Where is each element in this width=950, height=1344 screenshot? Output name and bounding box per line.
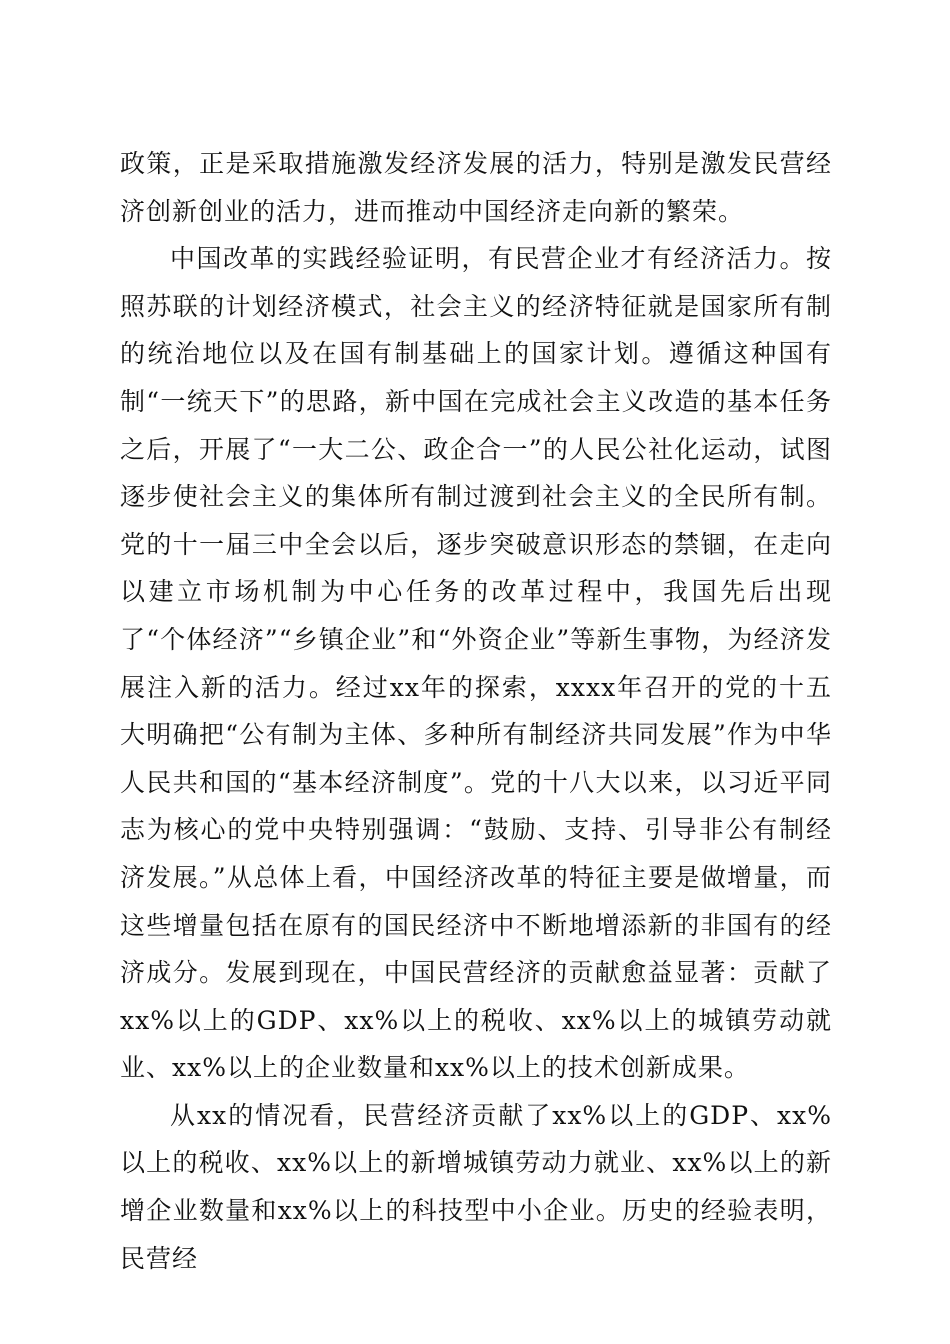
paragraph-local-situation: 从xx的情况看，民营经济贡献了xx%以上的GDP、xx%以上的税收、xx%以上的新增城镇劳动力就业、xx%以上的新增企业数量和xx%以上的科技型中小企业。历史的经验表明，民营经 — [120, 1100, 832, 1273]
paragraph-continuation: 政策，正是采取措施激发经济发展的活力，特别是激发民营经济创新创业的活力，进而推动中国经济走向新的繁荣。 — [120, 149, 832, 226]
body-text — [120, 140, 832, 1282]
paragraph-reform-experience: 中国改革的实践经验证明，有民营企业才有经济活力。按照苏联的计划经济模式，社会主义的经济特征就是国家所有制的统治地位以及在国有制基础上的国家计划。遵循这种国有制“一统天下”的思路，新中国在完成社会主义改造的基本任务之后，开展了“一大二公、政企合一”的人民公社化运动，试图逐步使社会主义的集体所有制过渡到社会主义的全民所有制。党的十一届三中全会以后，逐步突破意识形态的禁锢，在走向以建立市场机制为中心任务的改革过程中，我国先后出现了“个体经济”“乡镇企业”和“外资企业”等新生事物，为经济发展注入新的活力。经过xx年的探索，xxxx年召开的党的十五大明确把“公有制为主体、多种所有制经济共同发展”作为中华人民共和国的“基本经济制度”。党的十八大以来，以习近平同志为核心的党中央特别强调：“鼓励、支持、引导非公有制经济发展。”从总体上看，中国经济改革的特征主要是做增量，而这些增量包括在原有的国民经济中不断地增添新的非国有的经济成分。发展到现在，中国民营经济的贡献愈益显著：贡献了xx%以上的GDP、xx%以上的税收、xx%以上的城镇劳动就业、xx%以上的企业数量和xx%以上的技术创新成果。 — [120, 244, 832, 1083]
